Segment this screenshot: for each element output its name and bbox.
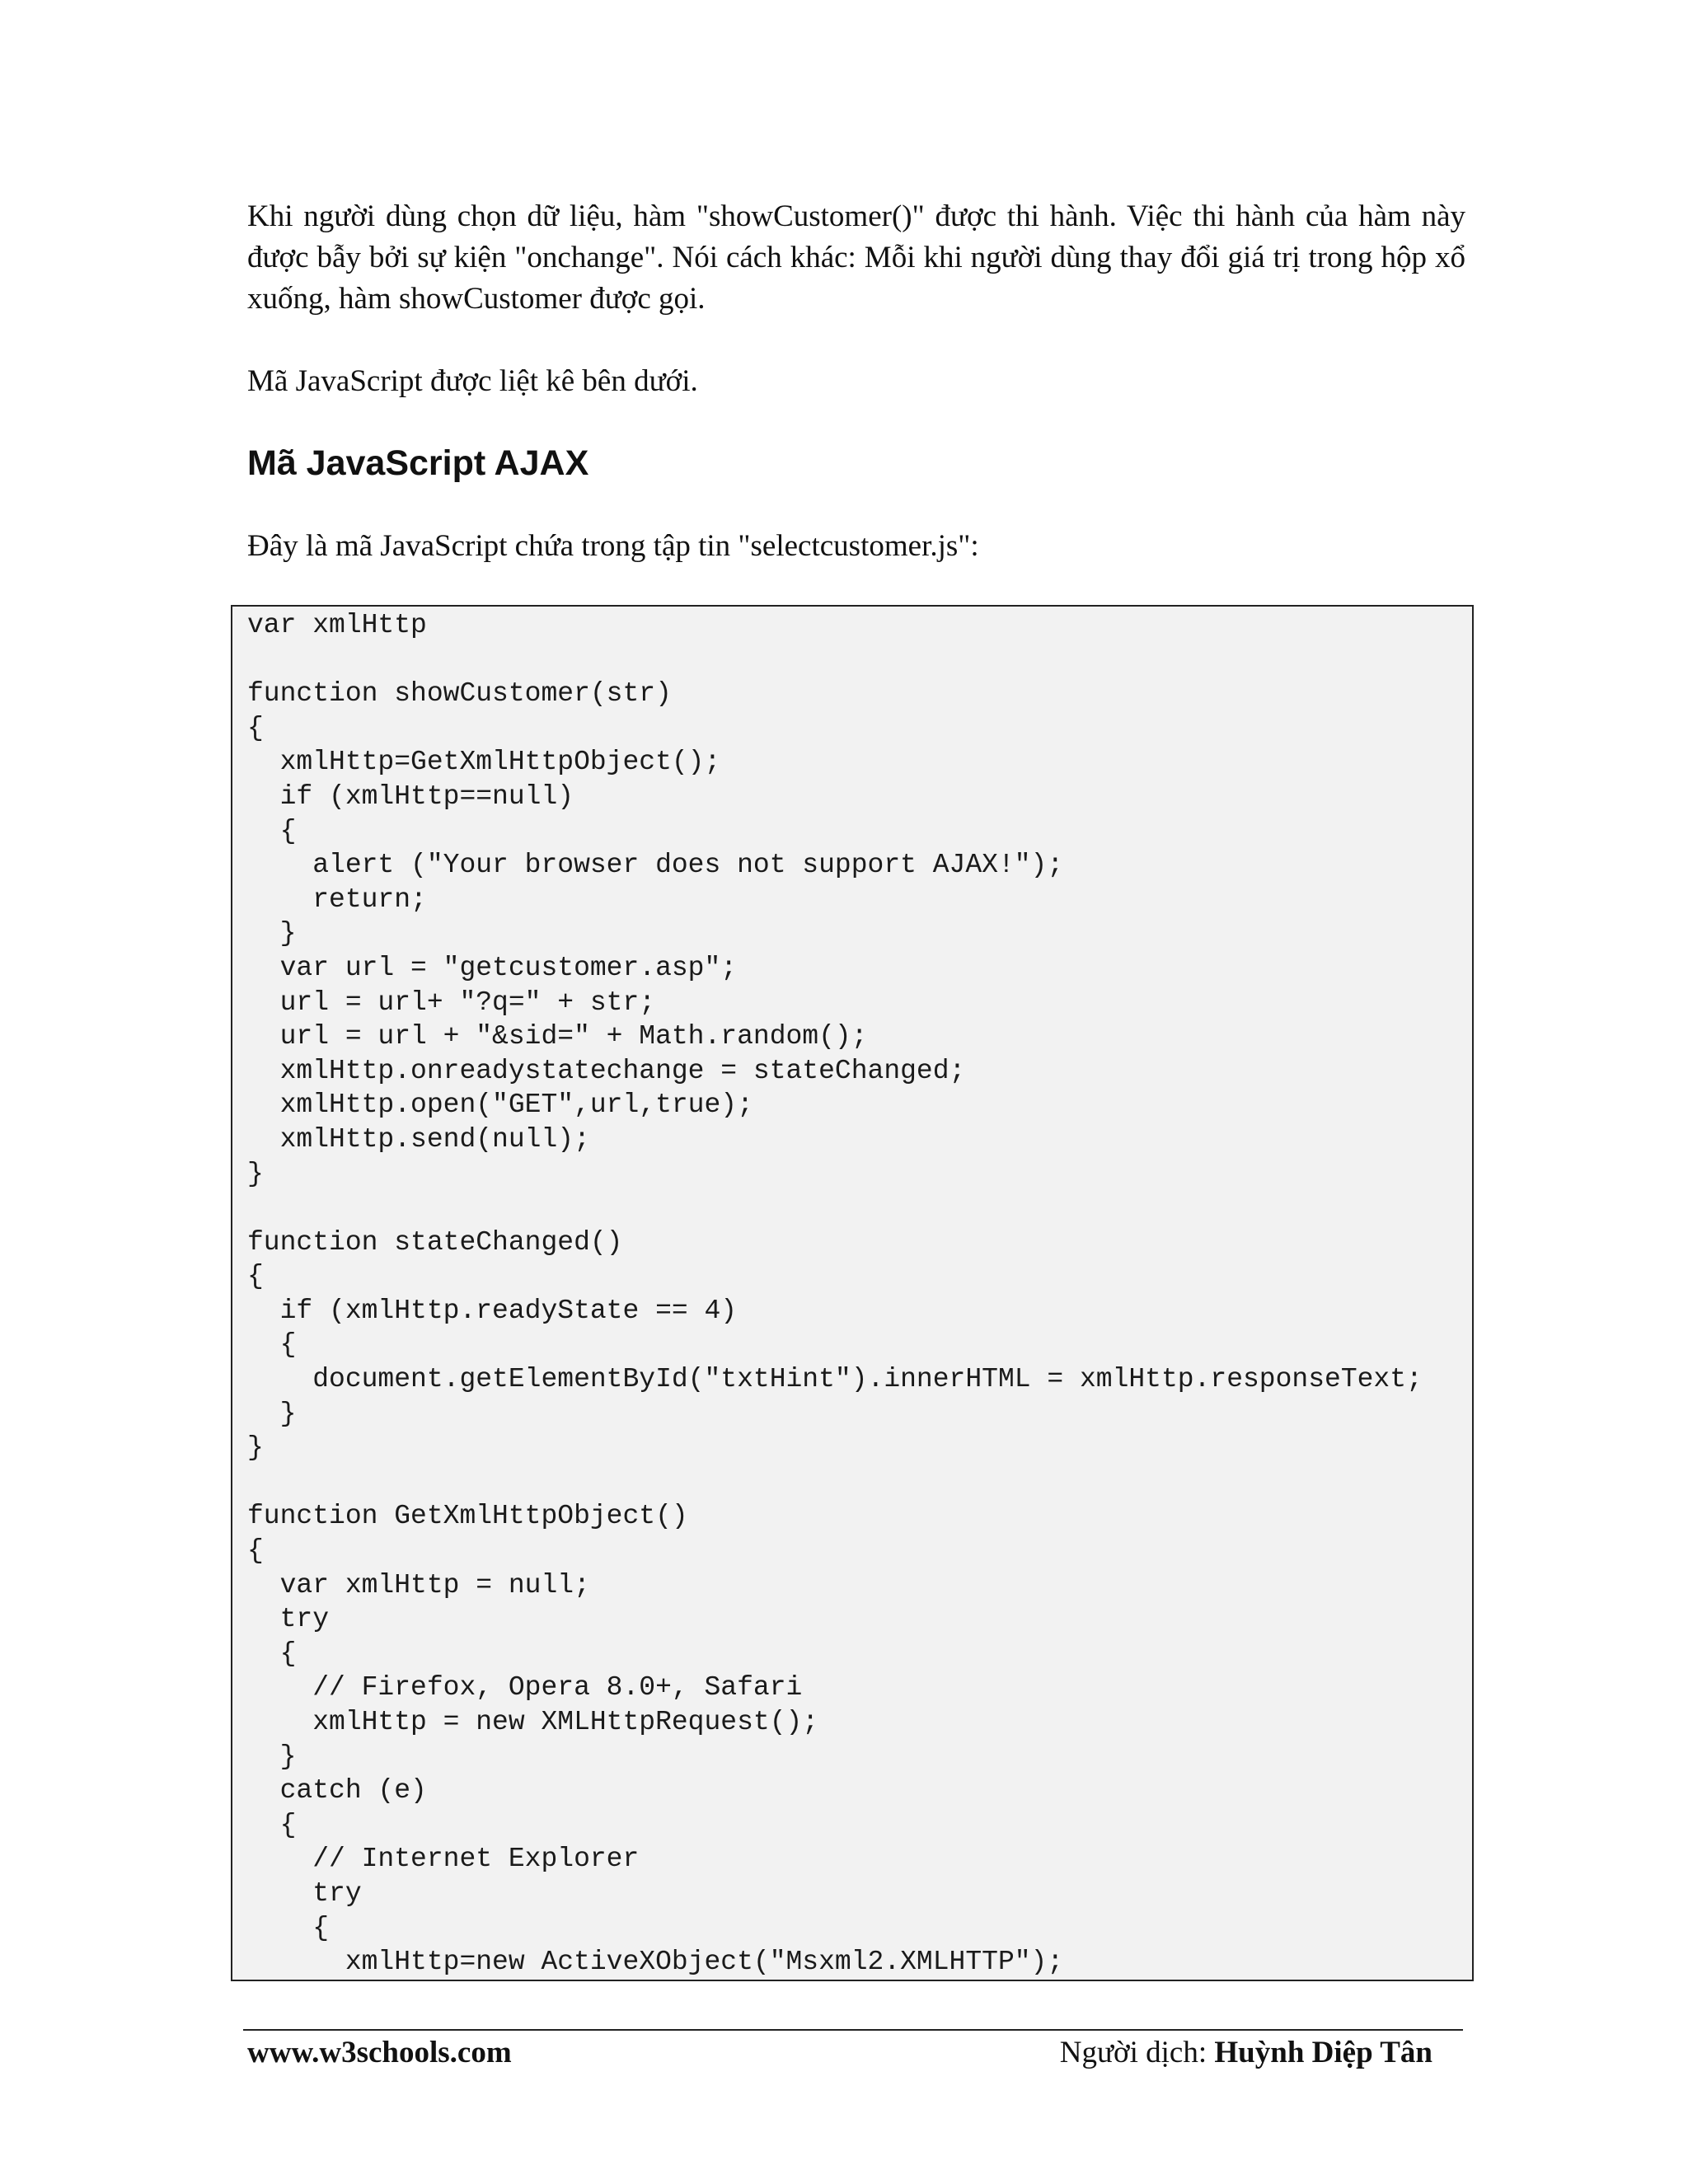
code-listing: var xmlHttp function showCustomer(str) { xmlHttp=GetXmlHttpObject(); if (xmlHttp==null) { alert ("Your browser does not support AJAX!"); return; } var url = "getcustomer.asp"; url = url+ "?q=" + str; url = url + "&sid=" + Math.random(); xmlHttp.onreadystatechange = stateChanged; xmlHttp.open("GET",url,true); xmlHttp.send(null); } function stateChanged() { if (xmlHttp.readyState == 4) { document.getElementById("txtHint").innerHTML = xmlHttp.responseText; } } function GetXmlHttpObject() { var xmlHttp = null; try { // Firefox, Opera 8.0+, Safari xmlHttp = new XMLHttpRequest(); } catch (e) { // Internet Explorer try { xmlHttp=new ActiveXObject("Msxml2.XMLHTTP"); xyxy=(247,610,1423,1978)
footer-credit xyxy=(1060,2032,1432,2074)
code-listing-box xyxy=(231,605,1474,1981)
section-heading: Mã JavaScript AJAX xyxy=(247,443,589,483)
translator-label: Người dịch: xyxy=(1059,2036,1215,2069)
translator-name: Huỳnh Diệp Tân xyxy=(1214,2036,1432,2069)
listing-note: Mã JavaScript được liệt kê bên dưới. xyxy=(247,364,698,398)
footer-divider xyxy=(243,2029,1463,2031)
intro-paragraph: Khi người dùng chọn dữ liệu, hàm "showCustomer()" được thi hành. Việc thi hành của hàm này được bẫy bởi sự kiện "onchange". Nói cách khác: Mỗi khi người dùng thay đổi giá trị trong hộp xổ xuống, hàm showCustomer được gọi. xyxy=(247,199,1465,316)
footer-website: www.w3schools.com xyxy=(247,2036,512,2069)
code-lead: Đây là mã JavaScript chứa trong tập tin "selectcustomer.js": xyxy=(247,529,979,563)
